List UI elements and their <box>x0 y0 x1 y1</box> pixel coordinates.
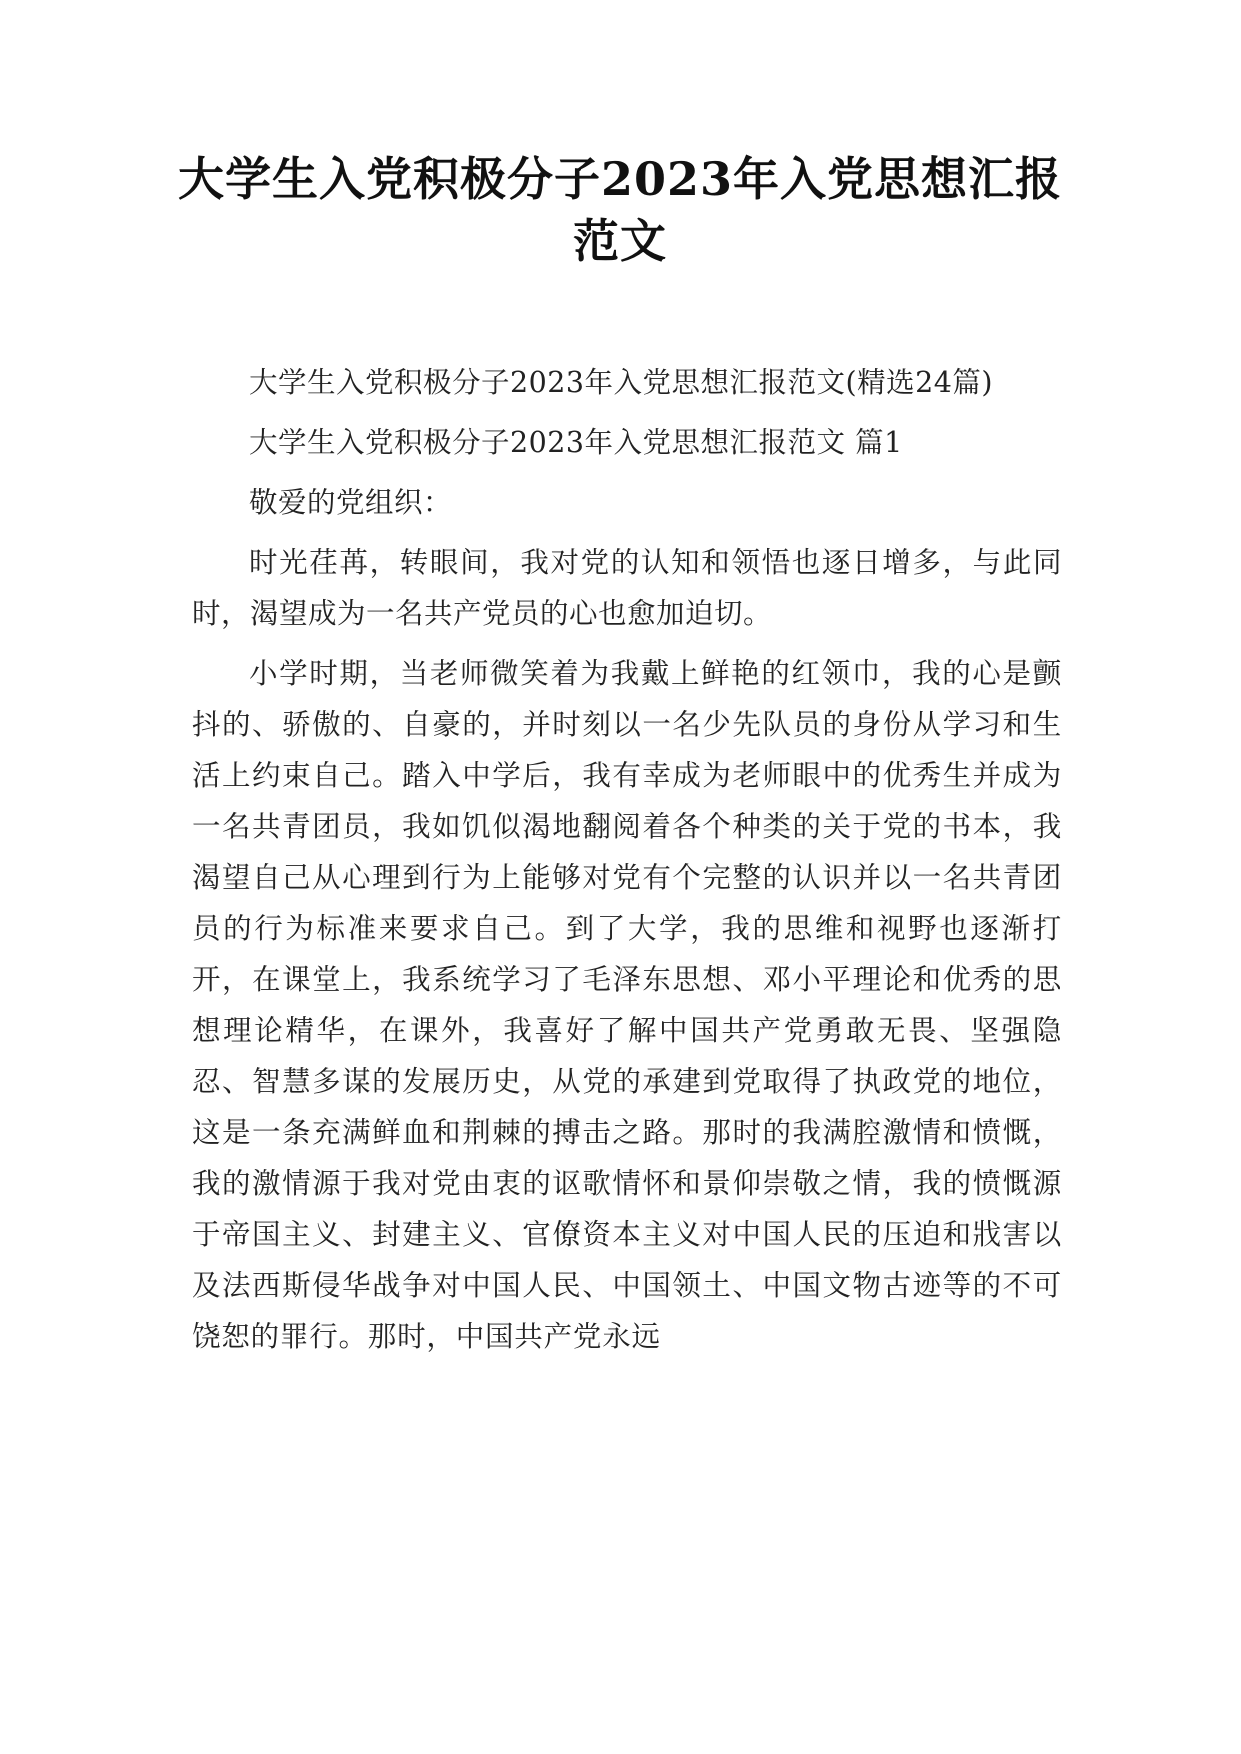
document-title <box>150 148 1090 272</box>
document-title-line-2: 范文 <box>573 214 667 268</box>
paragraph-article-heading: 大学生入党积极分子2023年入党思想汇报范文 篇1 <box>249 426 903 459</box>
paragraph-main: 小学时期，当老师微笑着为我戴上鲜艳的红领巾，我的心是颤抖的、骄傲的、自豪的，并时刻以一名少先队员的身份从学习和生活上约束自己。踏入中学后，我有幸成为老师眼中的优秀生并成为一名共青团员，我如饥似渴地翻阅着各个种类的关于党的书本，我渴望自己从心理到行为上能够对党有个完整的认识并以一名共青团员的行为标准来要求自己。到了大学，我的思维和视野也逐渐打开，在课堂上，我系统学习了毛泽东思想、邓小平理论和优秀的思想理论精华，在课外，我喜好了解中国共产党勇敢无畏、坚强隐忍、智慧多谋的发展历史，从党的承建到党取得了执政党的地位，这是一条充满鲜血和荆棘的搏击之路。那时的我满腔激情和愤慨，我的激情源于我对党由衷的讴歌情怀和景仰崇敬之情，我的愤慨源于帝国主义、封建主义、官僚资本主义对中国人民的压迫和戕害以及法西斯侵华战争对中国人民、中国领土、中国文物古迹等的不可饶恕的罪行。那时，中国共产党永远 <box>192 657 1062 1353</box>
paragraph-intro: 时光荏苒，转眼间，我对党的认知和领悟也逐日增多，与此同时，渴望成为一名共产党员的心也愈加迫切。 <box>192 546 1062 630</box>
document-body <box>192 357 1062 1371</box>
document-title-line-1: 大学生入党积极分子2023年入党思想汇报 <box>177 152 1063 206</box>
paragraph-salutation: 敬爱的党组织： <box>249 486 453 519</box>
paragraph-collection-title: 大学生入党积极分子2023年入党思想汇报范文(精选24篇) <box>249 366 994 399</box>
